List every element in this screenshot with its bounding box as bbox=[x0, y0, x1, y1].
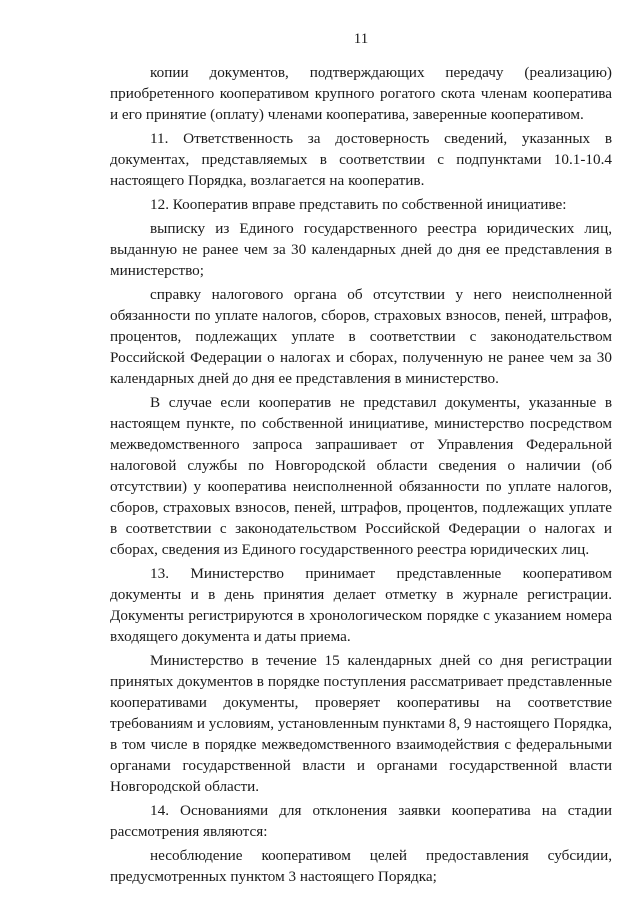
paragraph: справку налогового органа об отсутствии у него неисполненной обязанности по уплате налогов, сборов, страховых взносов, пеней, штрафов, процентов, подлежащих уплате в соответствии с законодательством Российской Федерации о налогах и сборах, полученную не ранее чем за 30 календарных дней до дня ее представления в министерство. bbox=[110, 286, 612, 387]
paragraph-clause-12: 12. Кооператив вправе представить по собственной инициативе: bbox=[150, 196, 567, 213]
paragraph: выписку из Единого государственного реестра юридических лиц, выданную не ранее чем за 30 календарных дней до дня ее представления в министерство; bbox=[110, 220, 612, 279]
paragraph: В случае если кооператив не представил документы, указанные в настоящем пункте, по собственной инициативе, министерство посредством межведомственного запроса запрашивает от Управления Федеральной налоговой службы по Новгородской области сведения о наличии (об отсутствии) у кооператива неисполненной обязанности по уплате налогов, сборов, страховых взносов, пеней, штрафов, процентов, подлежащих уплате в соответствии с законодательством Российской Федерации о налогах и сборах, сведения из Единого государственного реестра юридических лиц. bbox=[110, 394, 612, 558]
paragraph-clause-14: 14. Основаниями для отклонения заявки кооператива на стадии рассмотрения являются: bbox=[110, 802, 612, 840]
paragraph-clause-13: 13. Министерство принимает представленные кооперативом документы и в день принятия делает отметку в журнале регистрации. Документы регистрируются в хронологическом порядке с указанием номера входящего документа и даты приема. bbox=[110, 565, 612, 645]
page-number: 11 bbox=[353, 31, 369, 47]
document-body bbox=[110, 62, 612, 887]
paragraph-clause-11: 11. Ответственность за достоверность сведений, указанных в документах, представляемых в соответствии с подпунктами 10.1-10.4 настоящего Порядка, возлагается на кооператив. bbox=[110, 130, 612, 189]
paragraph: несоблюдение кооперативом целей предоставления субсидии, предусмотренных пунктом 3 настоящего Порядка; bbox=[110, 847, 612, 885]
paragraph: Министерство в течение 15 календарных дней со дня регистрации принятых документов в порядке поступления рассматривает представленные кооперативами документы, проверяет кооперативы на соответствие требованиям и условиям, установленным пунктами 8, 9 настоящего Порядка, в том числе в порядке межведомственного взаимодействия с федеральными органами государственной власти и органами государственной власти Новгородской области. bbox=[110, 652, 612, 795]
paragraph: копии документов, подтверждающих передачу (реализацию) приобретенного кооперативом крупного рогатого скота членам кооператива и его принятие (оплату) членами кооператива, заверенные кооперативом. bbox=[110, 64, 612, 123]
